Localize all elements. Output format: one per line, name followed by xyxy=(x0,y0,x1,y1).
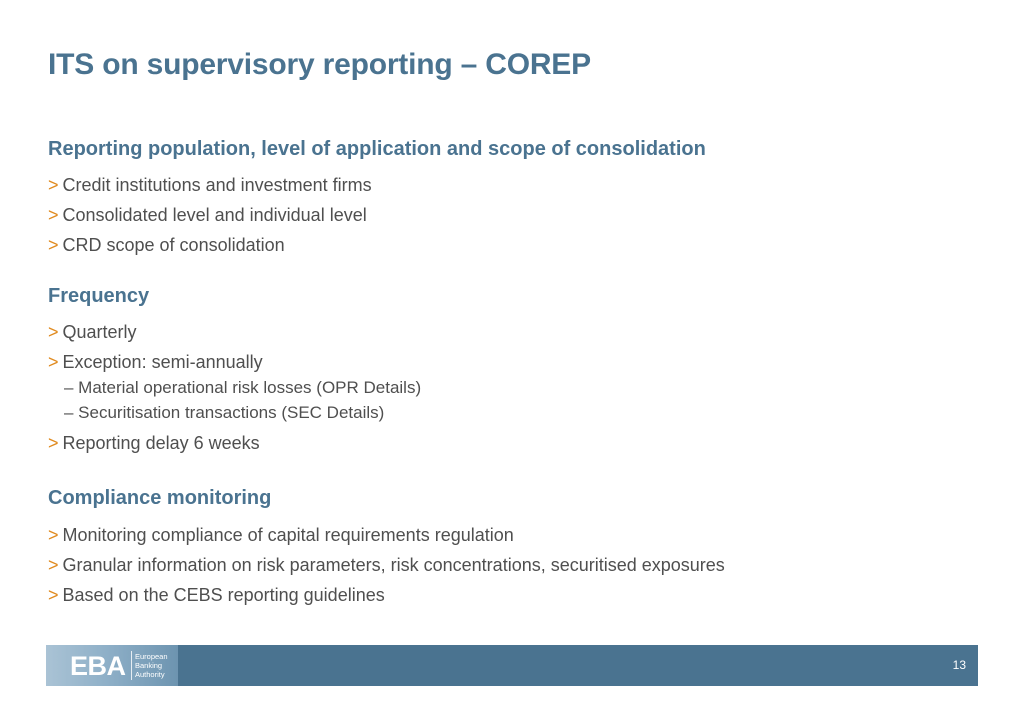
list-item: > Based on the CEBS reporting guidelines xyxy=(48,585,385,605)
bullet-arrow-icon: > xyxy=(48,322,59,342)
bullet-list-compliance-monitoring xyxy=(48,520,725,610)
list-item: > Credit institutions and investment firms xyxy=(48,175,372,195)
bullet-arrow-icon: > xyxy=(48,555,59,575)
logo-abbreviation: EBA xyxy=(70,651,126,681)
section-heading-reporting-population: Reporting population, level of application and scope of consolidation xyxy=(48,138,706,160)
sub-list-item: – Securitisation transactions (SEC Details) xyxy=(64,403,385,422)
list-item: > Monitoring compliance of capital requirements regulation xyxy=(48,525,514,545)
bullet-list-frequency xyxy=(48,317,421,458)
bullet-list-reporting-population xyxy=(48,170,372,260)
bullet-arrow-icon: > xyxy=(48,433,59,453)
bullet-arrow-icon: > xyxy=(48,525,59,545)
sub-list-item: – Material operational risk losses (OPR Details) xyxy=(64,378,422,397)
section-heading-frequency: Frequency xyxy=(48,285,150,307)
logo-divider xyxy=(131,651,132,680)
list-item: > Exception: semi-annually xyxy=(48,352,263,372)
bullet-arrow-icon: > xyxy=(48,175,59,195)
bullet-arrow-icon: > xyxy=(48,205,59,225)
list-item: > Reporting delay 6 weeks xyxy=(48,433,260,453)
section-heading-compliance-monitoring: Compliance monitoring xyxy=(48,487,272,509)
list-item: > Quarterly xyxy=(48,322,137,342)
page-number: 13 xyxy=(952,658,966,672)
slide-title: ITS on supervisory reporting – COREP xyxy=(48,48,591,81)
list-item: > CRD scope of consolidation xyxy=(48,235,285,255)
bullet-arrow-icon: > xyxy=(48,585,59,605)
list-item: > Granular information on risk parameters, risk concentrations, securitised exposures xyxy=(48,555,725,575)
logo-full-name: European Banking Authority xyxy=(135,652,168,679)
list-item: > Consolidated level and individual level xyxy=(48,205,367,225)
bullet-arrow-icon: > xyxy=(48,352,59,372)
footer-bar xyxy=(46,645,978,686)
eba-logo xyxy=(46,645,178,686)
bullet-arrow-icon: > xyxy=(48,235,59,255)
